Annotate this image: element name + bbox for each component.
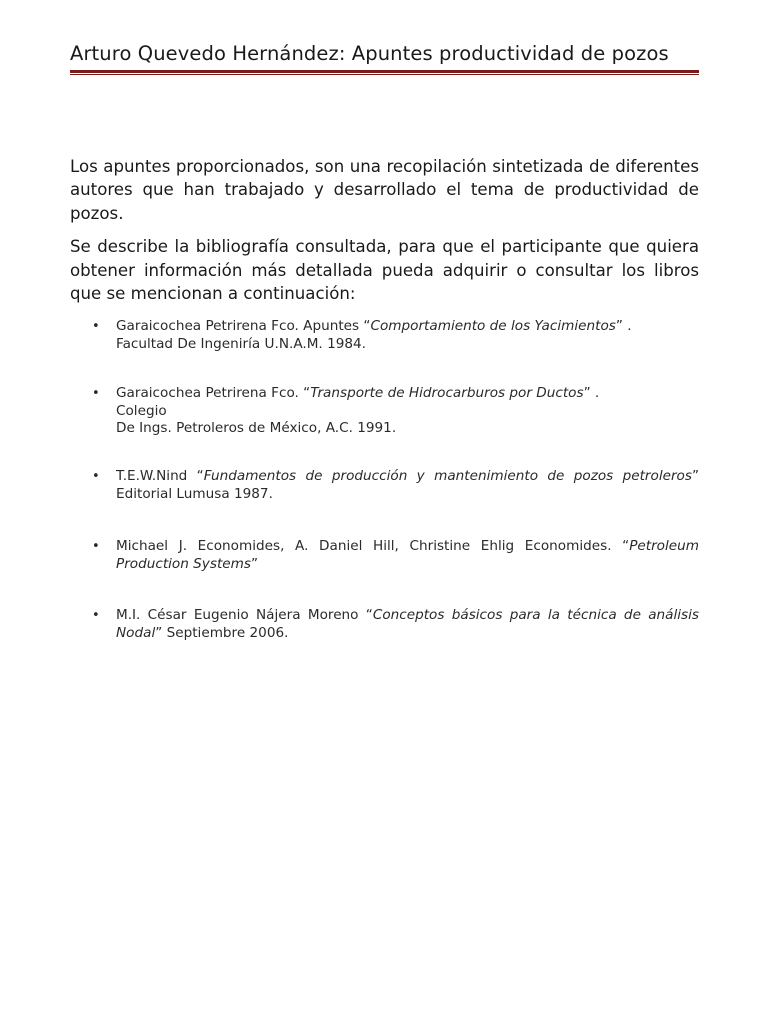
intro-section xyxy=(70,155,699,315)
header-rule-thick xyxy=(70,70,699,73)
intro-paragraph-1: Los apuntes proporcionados, son una recopilación sintetizada de diferentes autores que han trabajado y desarrollado el tema de productividad de pozos. xyxy=(70,157,699,223)
bibliography-item-author: Garaicochea Petrirena Fco. “ xyxy=(116,385,311,401)
bibliography-item-publisher: Colegio xyxy=(116,402,167,419)
header-rule-thin xyxy=(70,74,699,75)
bibliography-item-author: T.E.W.Nind “ xyxy=(116,468,204,484)
bibliography-item-author: Garaicochea Petrirena Fco. Apuntes “ xyxy=(116,318,371,334)
bibliography-item-text xyxy=(70,468,699,503)
bibliography-item xyxy=(70,538,699,573)
bullet-icon: • xyxy=(92,469,100,484)
page-header-title: Arturo Quevedo Hernández: Apuntes productividad de pozos xyxy=(70,42,669,65)
bibliography-item xyxy=(70,468,699,503)
bibliography-item-suffix: ” xyxy=(250,555,259,572)
bibliography-item-title: Transporte de Hidrocarburos por Ductos xyxy=(310,385,584,401)
bibliography-item-title: Comportamiento de los Yacimientos xyxy=(370,318,616,334)
bullet-icon: • xyxy=(92,319,100,334)
bibliography-item xyxy=(70,385,699,438)
bibliography-item-publisher: Facultad De Ingeniría U.N.A.M. 1984. xyxy=(116,335,366,352)
bibliography-item-title: Conceptos básicos para la técnica de análisis Nodal xyxy=(116,607,699,641)
bibliography-item-line xyxy=(116,385,699,403)
bibliography-item-suffix: ” Editorial Lumusa 1987. xyxy=(116,468,699,502)
bibliography-item-publisher-cont: De Ings. Petroleros de México, A.C. 1991. xyxy=(116,420,397,436)
bibliography-item-suffix: ” . xyxy=(615,318,632,334)
intro-paragraph-2: Se describe la bibliografía consultada, para que el participante que quiera obtener información más detallada pueda adquirir o consultar los libros que se mencionan a continuación: xyxy=(70,237,699,304)
bibliography-item xyxy=(70,318,699,353)
bullet-icon: • xyxy=(92,386,100,401)
bibliography-item-text xyxy=(70,607,699,642)
bibliography-item-suffix: ” Septiembre 2006. xyxy=(155,624,289,641)
bibliography-item-author: Michael J. Economides, A. Daniel Hill, Christine Ehlig Economides. “ xyxy=(116,538,630,554)
bibliography-item-title: Fundamentos de producción y mantenimiento de pozos petroleros xyxy=(203,468,692,484)
bullet-icon: • xyxy=(92,608,100,623)
bibliography-item-author: M.I. César Eugenio Nájera Moreno “ xyxy=(116,607,373,623)
bibliography-item-text xyxy=(70,538,699,573)
bullet-icon: • xyxy=(92,539,100,554)
bibliography-item-line xyxy=(116,318,699,336)
bibliography-item-suffix: ” . xyxy=(583,385,600,401)
bibliography-item-title: Petroleum Production Systems xyxy=(116,538,699,572)
bibliography-item xyxy=(70,607,699,642)
